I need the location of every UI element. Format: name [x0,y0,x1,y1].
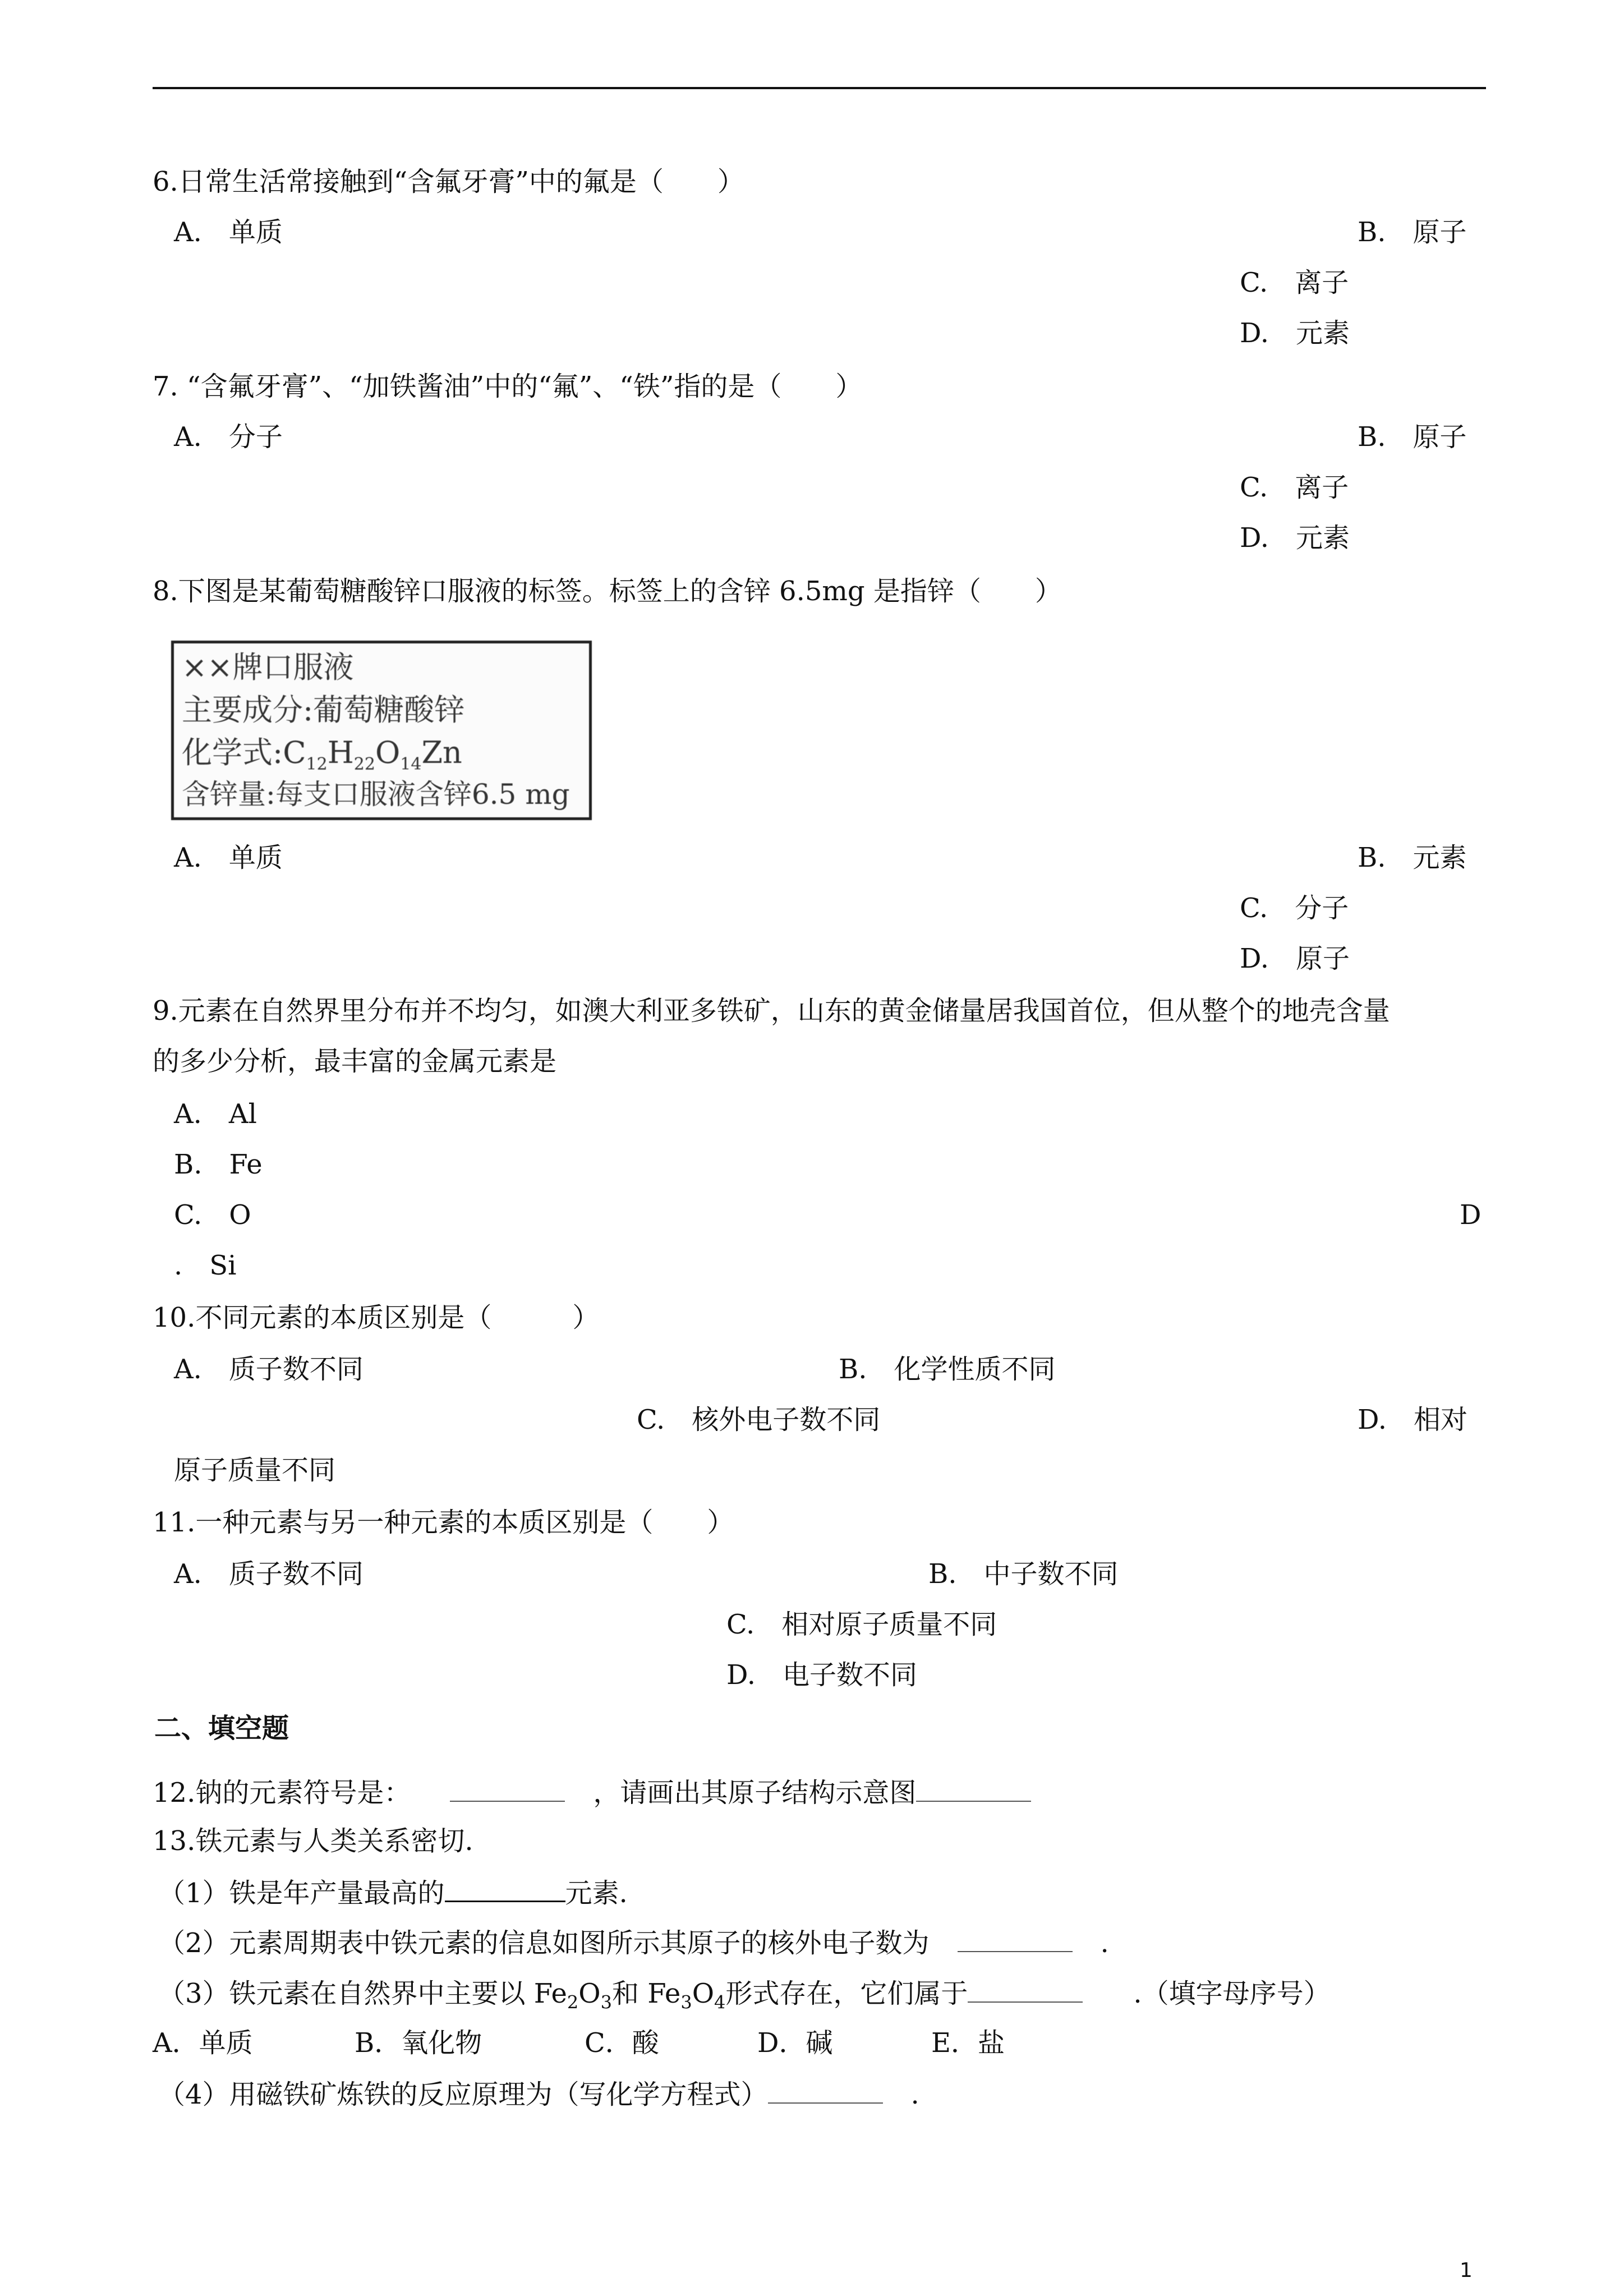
label-formula-line: 化学式$:C_{12}H_{22}O_{14}Zn$ [182,735,462,774]
q13-option-c: C．酸 [585,2027,659,2059]
q11-option-d: D. 电子数不同 [726,1659,918,1691]
q8-option-a: A. 单质 [174,842,283,873]
q11-option-c: C. 相对原子质量不同 [726,1609,997,1640]
q9-option-b: B. Fe [174,1149,263,1180]
product-label-image [171,641,592,820]
q10-option-d-end: 原子质量不同 [174,1455,336,1486]
q10-option-b: B. 化学性质不同 [839,1354,1056,1385]
q13-sub2-blank[interactable] [958,1929,1073,1952]
q8-option-c: C. 分子 [1240,892,1349,924]
q13-stem: 13.铁元素与人类关系密切. [153,1825,473,1857]
q12-line [153,1777,1031,1809]
q13-sub2: （2）元素周期表中铁元素的信息如图所示其原子的核外电子数为 . [158,1927,1109,1959]
label-ingredient-line: 主要成分:葡萄糖酸锌 [182,692,465,728]
q13-sub3-blank[interactable] [968,1979,1083,2003]
q13-sub4: （4）用磁铁矿炼铁的反应原理为（写化学方程式） . [158,2079,919,2110]
q6-option-c: C. 离子 [1240,267,1349,298]
q7-stem: 7. “含氟牙膏”、“加铁酱油”中的“氟”、“铁”指的是（ ） [153,371,863,402]
header-rule [153,87,1486,89]
page-number: 1 [1460,2259,1473,2282]
q9-option-d-text: . Si [174,1250,237,1281]
q11-stem: 11.一种元素与另一种元素的本质区别是（ ） [153,1507,734,1538]
q7-option-a: A. 分子 [174,421,283,453]
q9-option-a: A. Al [174,1098,257,1130]
q12-diagram-blank[interactable] [916,1778,1031,1802]
q13-option-a: A．单质 [153,2027,253,2059]
q13-option-e: E．盐 [931,2027,1005,2059]
q6-option-b: B. 原子 [1358,217,1467,248]
q7-option-c: C. 离子 [1240,472,1349,503]
label-brand-line: ××牌口服液 [182,650,354,685]
q8-option-d: D. 原子 [1240,943,1350,974]
q10-option-a: A. 质子数不同 [174,1354,364,1385]
q12-symbol-blank[interactable] [450,1778,565,1802]
q10-option-d-start: D. 相对 [1358,1404,1468,1435]
q12-part2: ，请画出其原子结构示意图 [593,1777,917,1809]
q9-option-c: C. O [174,1199,251,1231]
q7-option-b: B. 原子 [1358,421,1467,453]
q13-option-b: B．氧化物 [355,2027,482,2059]
q13-sub4-blank[interactable] [768,2080,883,2104]
q13-sub3: （3）铁元素在自然界中主要以 $Fe_2O_3$和 $Fe_3O_4$形式存在，它们属于 .（填字母序号） [158,1978,1331,2013]
q10-option-c: C. 核外电子数不同 [637,1404,881,1435]
q9-stem-line2: 的多少分析，最丰富的金属元素是 [153,1046,557,1077]
q10-stem: 10.不同元素的本质区别是（ ） [153,1302,600,1333]
q9-stem-line1: 9.元素在自然界里分布并不均匀，如澳大利亚多铁矿，山东的黄金储量居我国首位，但从整个的地壳含量 [153,995,1390,1027]
q6-option-d: D. 元素 [1240,318,1350,349]
q8-option-b: B. 元素 [1358,842,1467,873]
q9-option-d-letter: D [1460,1199,1482,1231]
q13-sub1: （1）铁是年产量最高的 元素. [158,1878,628,1909]
q11-option-a: A. 质子数不同 [174,1558,364,1590]
q6-stem: 6.日常生活常接触到“含氟牙膏”中的氟是（ ） [153,166,744,197]
label-zinc-line: 含锌量:每支口服液含锌6.5 mg [182,778,570,811]
q8-stem: 8.下图是某葡萄糖酸锌口服液的标签。标签上的含锌 6.5mg 是指锌（ ） [153,576,1062,607]
q13-sub1-blank[interactable] [445,1878,565,1902]
q13-option-d: D．碱 [757,2027,833,2059]
q11-option-b: B. 中子数不同 [928,1558,1119,1590]
q12-part1: 12.钠的元素符号是： [153,1777,411,1809]
q6-option-a: A. 单质 [174,217,283,248]
q7-option-d: D. 元素 [1240,522,1350,554]
section-title-fill-in: 二、填空题 [154,1713,289,1744]
